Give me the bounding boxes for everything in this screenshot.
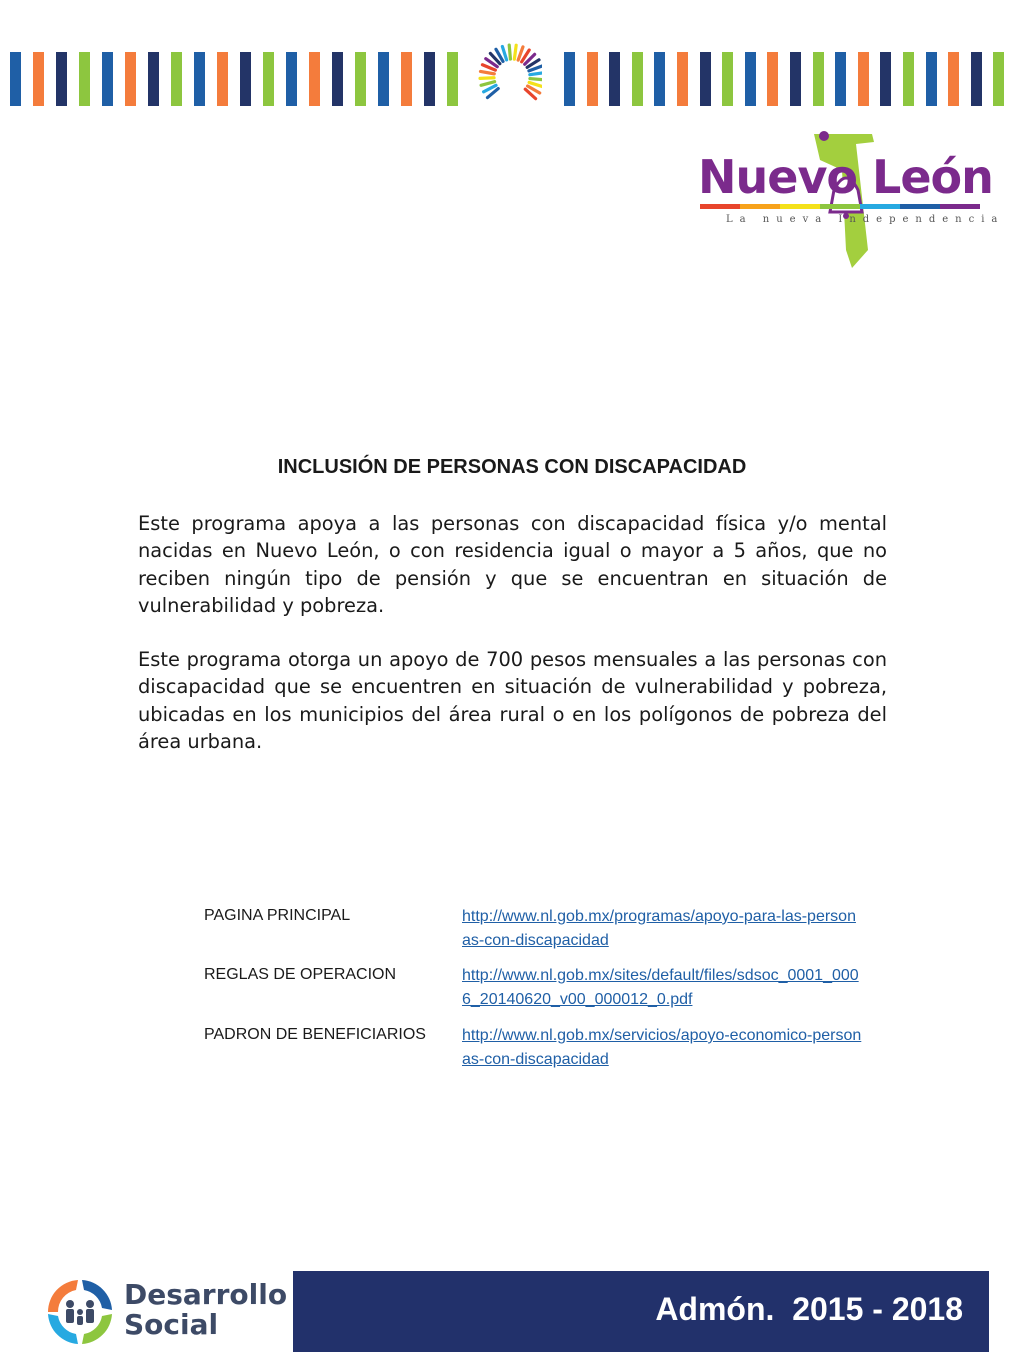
header-stripe — [447, 52, 458, 106]
paragraph-support: Este programa otorga un apoyo de 700 pesos mensuales a las personas con discapacidad que se encuentren en situación de vulnerabilidad y pobreza, ubicadas en los municipios del área rural o en los polígonos de pobreza del área urbana. — [138, 648, 887, 753]
org-name — [124, 1280, 287, 1340]
brushstroke — [529, 82, 542, 86]
header-stripe — [378, 52, 389, 106]
logo-tagline: La nueva Independencia — [726, 214, 1005, 225]
header-stripe — [10, 52, 21, 106]
logo-wordmark: Nuevo León — [698, 150, 993, 204]
admin-period: Admón. 2015 - 2018 — [655, 1291, 963, 1327]
header-stripe — [632, 52, 643, 106]
header-stripe — [609, 52, 620, 106]
header-stripe — [263, 52, 274, 106]
header-stripe — [722, 52, 733, 106]
header-stripe — [332, 52, 343, 106]
header-stripe — [171, 52, 182, 106]
footer-bar — [293, 1271, 989, 1352]
header-stripe — [993, 52, 1004, 106]
header-stripe — [700, 52, 711, 106]
header-stripe — [903, 52, 914, 106]
header-stripe — [286, 52, 297, 106]
link-label-pagina-principal: PAGINA PRINCIPAL — [204, 907, 351, 924]
org-name-line1: Desarrollo — [124, 1278, 288, 1311]
brushstroke — [481, 82, 495, 86]
header-stripe — [767, 52, 778, 106]
brushstroke — [530, 79, 542, 80]
header-stripe — [564, 52, 575, 106]
brushstroke — [530, 73, 542, 75]
header-stripe — [654, 52, 665, 106]
header-stripe — [813, 52, 824, 106]
header-stripe — [240, 52, 251, 106]
header-stripe — [926, 52, 937, 106]
header-stripes-left — [10, 52, 462, 106]
link-reglas-operacion[interactable]: http://www.nl.gob.mx/sites/default/files/sdsoc_0001_0006_20140620_v00_000012_0.pdf — [462, 967, 859, 1008]
nuevo-leon-logo — [696, 130, 1005, 275]
header-stripe — [835, 52, 846, 106]
header-stripe — [424, 52, 435, 106]
header-stripe — [880, 52, 891, 106]
brushstroke — [509, 45, 510, 59]
header-stripe — [858, 52, 869, 106]
desarrollo-social-logo — [40, 1272, 290, 1352]
link-label-padron-beneficiarios: PADRON DE BENEFICIARIOS — [204, 1026, 426, 1043]
header-stripe — [745, 52, 756, 106]
paragraph-description: Este programa apoya a las personas con discapacidad física y/o mental nacidas en Nuevo León, o con residencia igual o mayor a 5 años, que no reciben ningún tipo de pensión y que se encuentran en situación de vulnerabilidad y pobreza. — [138, 512, 887, 617]
header-stripe — [309, 52, 320, 106]
header-stripe — [971, 52, 982, 106]
org-name-line2: Social — [124, 1308, 219, 1341]
brushstroke — [502, 46, 506, 59]
family-hands-icon — [40, 1272, 120, 1352]
page-title: INCLUSIÓN DE PERSONAS CON DISCAPACIDAD — [277, 456, 747, 478]
link-label-reglas-operacion: REGLAS DE OPERACION — [204, 966, 397, 983]
logo-rainbow-bar — [700, 204, 980, 209]
header-stripe — [194, 52, 205, 106]
header-stripe — [677, 52, 688, 106]
header-stripe — [790, 52, 801, 106]
brushstroke — [514, 45, 516, 59]
header-stripe — [148, 52, 159, 106]
header-stripe — [56, 52, 67, 106]
link-pagina-principal[interactable]: http://www.nl.gob.mx/programas/apoyo-para-las-personas-con-discapacidad — [462, 908, 856, 949]
brushstroke — [480, 71, 494, 73]
header-stripe — [587, 52, 598, 106]
header-stripes-right — [564, 52, 1014, 106]
link-padron-beneficiarios[interactable]: http://www.nl.gob.mx/servicios/apoyo-economico-personas-con-discapacidad — [462, 1027, 862, 1068]
header-stripe — [33, 52, 44, 106]
header-stripe — [948, 52, 959, 106]
header-stripe — [355, 52, 366, 106]
header-stripe — [79, 52, 90, 106]
header-stripe — [125, 52, 136, 106]
circle-brush-logo — [478, 40, 542, 114]
brushstroke — [480, 78, 494, 79]
header-stripe — [401, 52, 412, 106]
header-stripe — [102, 52, 113, 106]
header-stripe — [217, 52, 228, 106]
